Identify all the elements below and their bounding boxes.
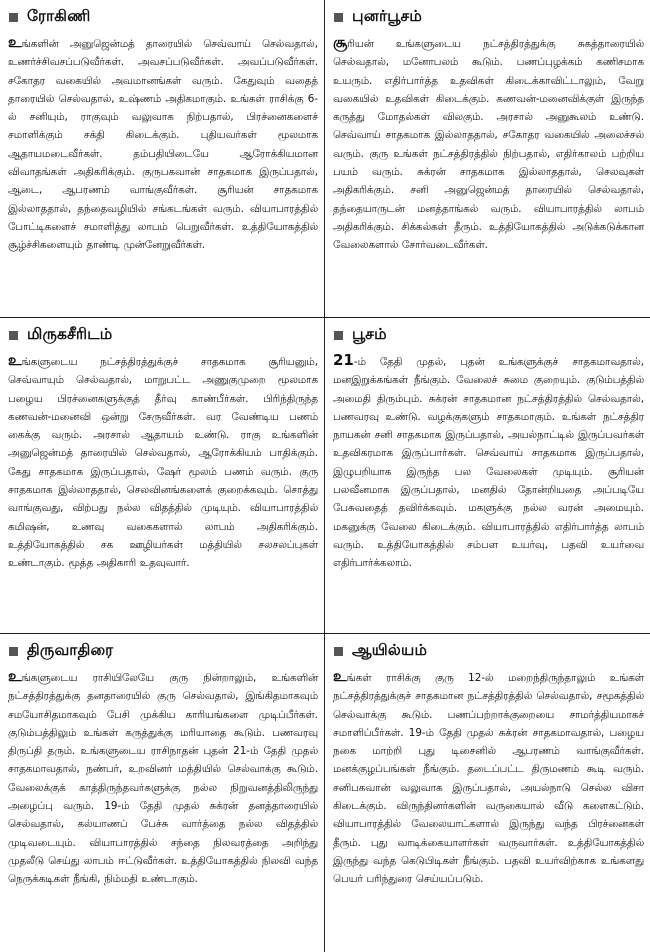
prediction-text — [8, 667, 318, 889]
square-bullet-icon — [334, 647, 343, 656]
star-title: புனர்பூசம் — [352, 7, 423, 25]
lead-character: உ — [8, 33, 22, 51]
star-title: மிருகசீரிடம் — [27, 325, 113, 343]
section-header — [333, 321, 644, 349]
prediction-body: ங்கள் ராசிக்கு குரு 12-ல் மறைந்திருந்தாலும் உங்கள் நட்சத்திரத்துக்குச் சாதகமான நட்சத்திரத்தில் செல்வதால், சமூகத்தில் செல்வாக்கு கூடும். பணப்பற்றாக்குறையை சாமர்த்தியமாகச் சமாளிப்பீர்கள். 19-ம் தேதி முதல் சுக்ரன் சாதகமாவதால், பழைய நகை மாற்றி புது டிசைனில் ஆபரணம் வாங்குவீர்கள். மனக்குழப்பங்கள் நீங்கும். தடைப்பட்ட திருமணம் கூடி வரும். சனிபகவான் வலுவாக இருப்பதால், அயல்நாடு செல்ல விசா கிடைக்கும். விருந்தினர்களின் வருகையால் வீடு களைகட்டும். வியாபாரத்தில் வேலையாட்களால் இருந்து வந்த பிரச்னைகள் தீரும். புது வாடிக்கையாளர்கள் வருவார்கள். உத்தியோகத்தில் இருந்து வந்த கெடுபிடிகள் நீங்கும். பதவி உயர்விற்காக உங்களது பெயர் பரிந்துரை செய்யப்படும். — [333, 672, 644, 886]
prediction-text — [333, 667, 644, 889]
star-title: ஆயில்யம் — [352, 641, 428, 659]
prediction-text — [8, 351, 318, 573]
lead-character: உ — [8, 667, 22, 685]
square-bullet-icon — [334, 331, 343, 340]
star-title: திருவாதிரை — [27, 641, 114, 659]
prediction-text — [333, 33, 644, 255]
square-bullet-icon — [334, 13, 343, 22]
lead-character: உ — [333, 667, 347, 685]
prediction-body: ங்களின் அனுஜென்மத் தாரையில் செவ்வாய் செல்வதால், உணர்ச்சிவசப்படுவீர்கள். அவசப்படுவீர்கள். அவப்படுவீர்கள். சகோதர வகையில் அவமானங்கள் வரும். கேதுவும் வதைத் தாரையில் செல்வதால், உஷ்ணம் அதிகமாகும். உங்கள் ராசிக்கு 6-ல் சனியும், ராகுவும் வலுவாக நிற்பதால், பிரச்னைகளைச் சமாளிக்கும் சக்தி கிடைக்கும். புதியவர்கள் மூலமாக ஆதாயமடைவீர்கள். தம்பதியிடையே ஆரோக்கியமான விவாதங்கள் அதிகரிக்கும். குருபகவான் சாதகமாக இருப்பதால், ஆடை, ஆபரணம் வாங்குவீர்கள். சூரியன் சாதகமாக இல்லாததால், தந்தைவழியில் சங்கடங்கள் வரும். வியாபாரத்தில் போட்டிகளைச் சமாளித்து லாபம் பெறுவீர்கள். உத்தியோகத்தில் சூழ்ச்சிகளையும் தாண்டி முன்னேறுவீர்கள். — [8, 38, 318, 252]
lead-character: 21 — [333, 351, 354, 369]
star-section-rohini — [0, 0, 325, 318]
star-title: ரோகிணி — [27, 7, 91, 25]
star-section-poosam — [325, 318, 650, 634]
prediction-body: ங்களுடைய ராசியிலேயே குரு நின்றாலும், உங்களின் நட்சத்திரத்துக்கு தனதாரையில் குரு செல்வதால், இங்கிதமாகவும் சமயோசிதமாகவும் பேசி முக்கிய காரியங்களை முடிப்பீர்கள். குடும்பத்திலும் உங்கள் கருத்துக்கு மரியாதை கூடும். பணவரவு திருப்தி தரும். உங்களுடைய ராசிநாதன் புதன் 21-ம் தேதி முதல் சாதகமாவதால், நண்பர், உறவினர் மத்தியில் செல்வாக்கு கூடும். வேலைக்குக் காத்திருந்தவர்களுக்கு நல்ல நிறுவனத்திலிருந்து அழைப்பு வரும். 19-ம் தேதி முதல் சுக்ரன் தனத்தாரையில் செல்வதால், கல்யாணப் பேச்சு வார்த்தை நல்ல விதத்தில் முடிவடையும். வியாபாரத்தில் சந்தை நிலவரத்தை அறிந்து முதலீடு செய்து லாபம் ஈட்டுவீர்கள். உத்தியோகத்தில் நிலவி வந்த நெருக்கடிகள் நீங்கி, நிம்மதி உண்டாகும். — [8, 672, 318, 886]
section-header — [8, 3, 318, 31]
section-header — [333, 637, 644, 665]
prediction-text — [8, 33, 318, 255]
prediction-body: ங்களுடைய நட்சத்திரத்துக்குச் சாதகமாக சூரியனும், செவ்வாயும் செல்வதால், மாறுபட்ட அணுகுமுறை மூலமாக பழைய பிரச்னைகளுக்குத் தீர்வு காண்பீர்கள். பிரிந்திருந்த கணவன்-மனைவி ஒன்று சேருவீர்கள். வர வேண்டிய பணம் கைக்கு வரும். அரசால் ஆதாயம் உண்டு. ராகு உங்களின் அனுஜென்மத் தாரையில் செல்வதால், ஆரோக்கியம் பாதிக்கும். கேது சாதகமாக இருப்பதால், ஷேர் மூலம் பணம் வரும். குரு சாதகமாக இல்லாததால், செலவினங்களைக் குறைக்கவும். சொத்து வாங்குவது, விற்பது நல்ல விதத்தில் முடியும். வியாபாரத்தில் கமிஷன், உணவு வகைகளால் லாபம் அதிகரிக்கும். உத்தியோகத்தில் சக ஊழியர்கள் மத்தியில் சலசலப்புகள் உண்டாகும். மூத்த அதிகாரி உதவுவார். — [8, 356, 318, 570]
square-bullet-icon — [9, 647, 18, 656]
star-section-ayilyam — [325, 634, 650, 952]
star-section-punarpoosam — [325, 0, 650, 318]
square-bullet-icon — [9, 331, 18, 340]
star-section-thiruvathirai — [0, 634, 325, 952]
prediction-body: -ம் தேதி முதல், புதன் உங்களுக்குச் சாதகமாவதால், மனஇறுக்கங்கள் நீங்கும். வேலைச் சுமை குறையும். குடும்பத்தில் அமைதி திரும்பும். சுக்ரன் சாதகமான நட்சத்திரத்தில் செல்வதால், பணவரவு உண்டு. வழக்குகளும் சாதகமாகும். உங்கள் நட்சத்திர நாயகன் சனி சாதகமாக இருப்பதால், அயல்நாட்டில் இருப்பவர்கள் உதவிகரமாக இருப்பார்கள். செவ்வாய் சாதகமாக இருப்பதால், இழுபறியாக இருந்த பல வேலைகள் முடியும். சூரியன் பலவீனமாக இருப்பதால், மனதில் தோன்றியதை அப்படியே பேசுவதைத் தவிர்க்கவும். மகளுக்கு நல்ல வரன் அமையும். மகனுக்கு வேலை கிடைக்கும். வியாபாரத்தில் எதிர்பார்த்த லாபம் வரும். உத்தியோகத்தில் சம்பள உயர்வு, பதவி உயர்வை எதிர்பார்க்கலாம். — [333, 356, 644, 570]
lead-character: சூ — [333, 33, 348, 51]
lead-character: உ — [8, 351, 22, 369]
prediction-body: ரியன் உங்களுடைய நட்சத்திரத்துக்கு சுகத்தாரையில் செல்வதால், மனோபலம் கூடும். பணப்புழக்கம் கணிசமாக உயரும். எதிர்பார்த்த உதவிகள் கிடைக்காவிட்டாலும், வேறு வகையில் உதவிகள் கிடைக்கும். கணவன்-மனைவிக்குள் இருந்த கருத்து மோதல்கள் விலகும். அரசால் அனுகூலம் உண்டு. செவ்வாய் சாதகமாக இல்லாததால், சகோதர வகையில் அலைச்சல் வரும். குரு உங்கள் நட்சத்திரத்தில் நிற்பதால், எதிர்காலம் பற்றிய பயம் வரும். சுக்ரன் சாதகமாக இல்லாததால், செலவுகள் அதிகரிக்கும். சனி அனுஜென்மத் தாரையில் செல்வதால், தந்தையாருடன் மனத்தாங்கல் வரும். வியாபாரத்தில் லாபம் அதிகரிக்கும். சிக்கல்கள் தீரும். உத்தியோகத்தில் அடுக்கடுக்கான வேலைகளால் சோர்வடைவீர்கள். — [333, 38, 644, 252]
star-title: பூசம் — [352, 325, 387, 343]
section-header — [8, 637, 318, 665]
section-header — [333, 3, 644, 31]
star-section-mirugaseeridam — [0, 318, 325, 634]
square-bullet-icon — [9, 13, 18, 22]
section-header — [8, 321, 318, 349]
prediction-text — [333, 351, 644, 573]
